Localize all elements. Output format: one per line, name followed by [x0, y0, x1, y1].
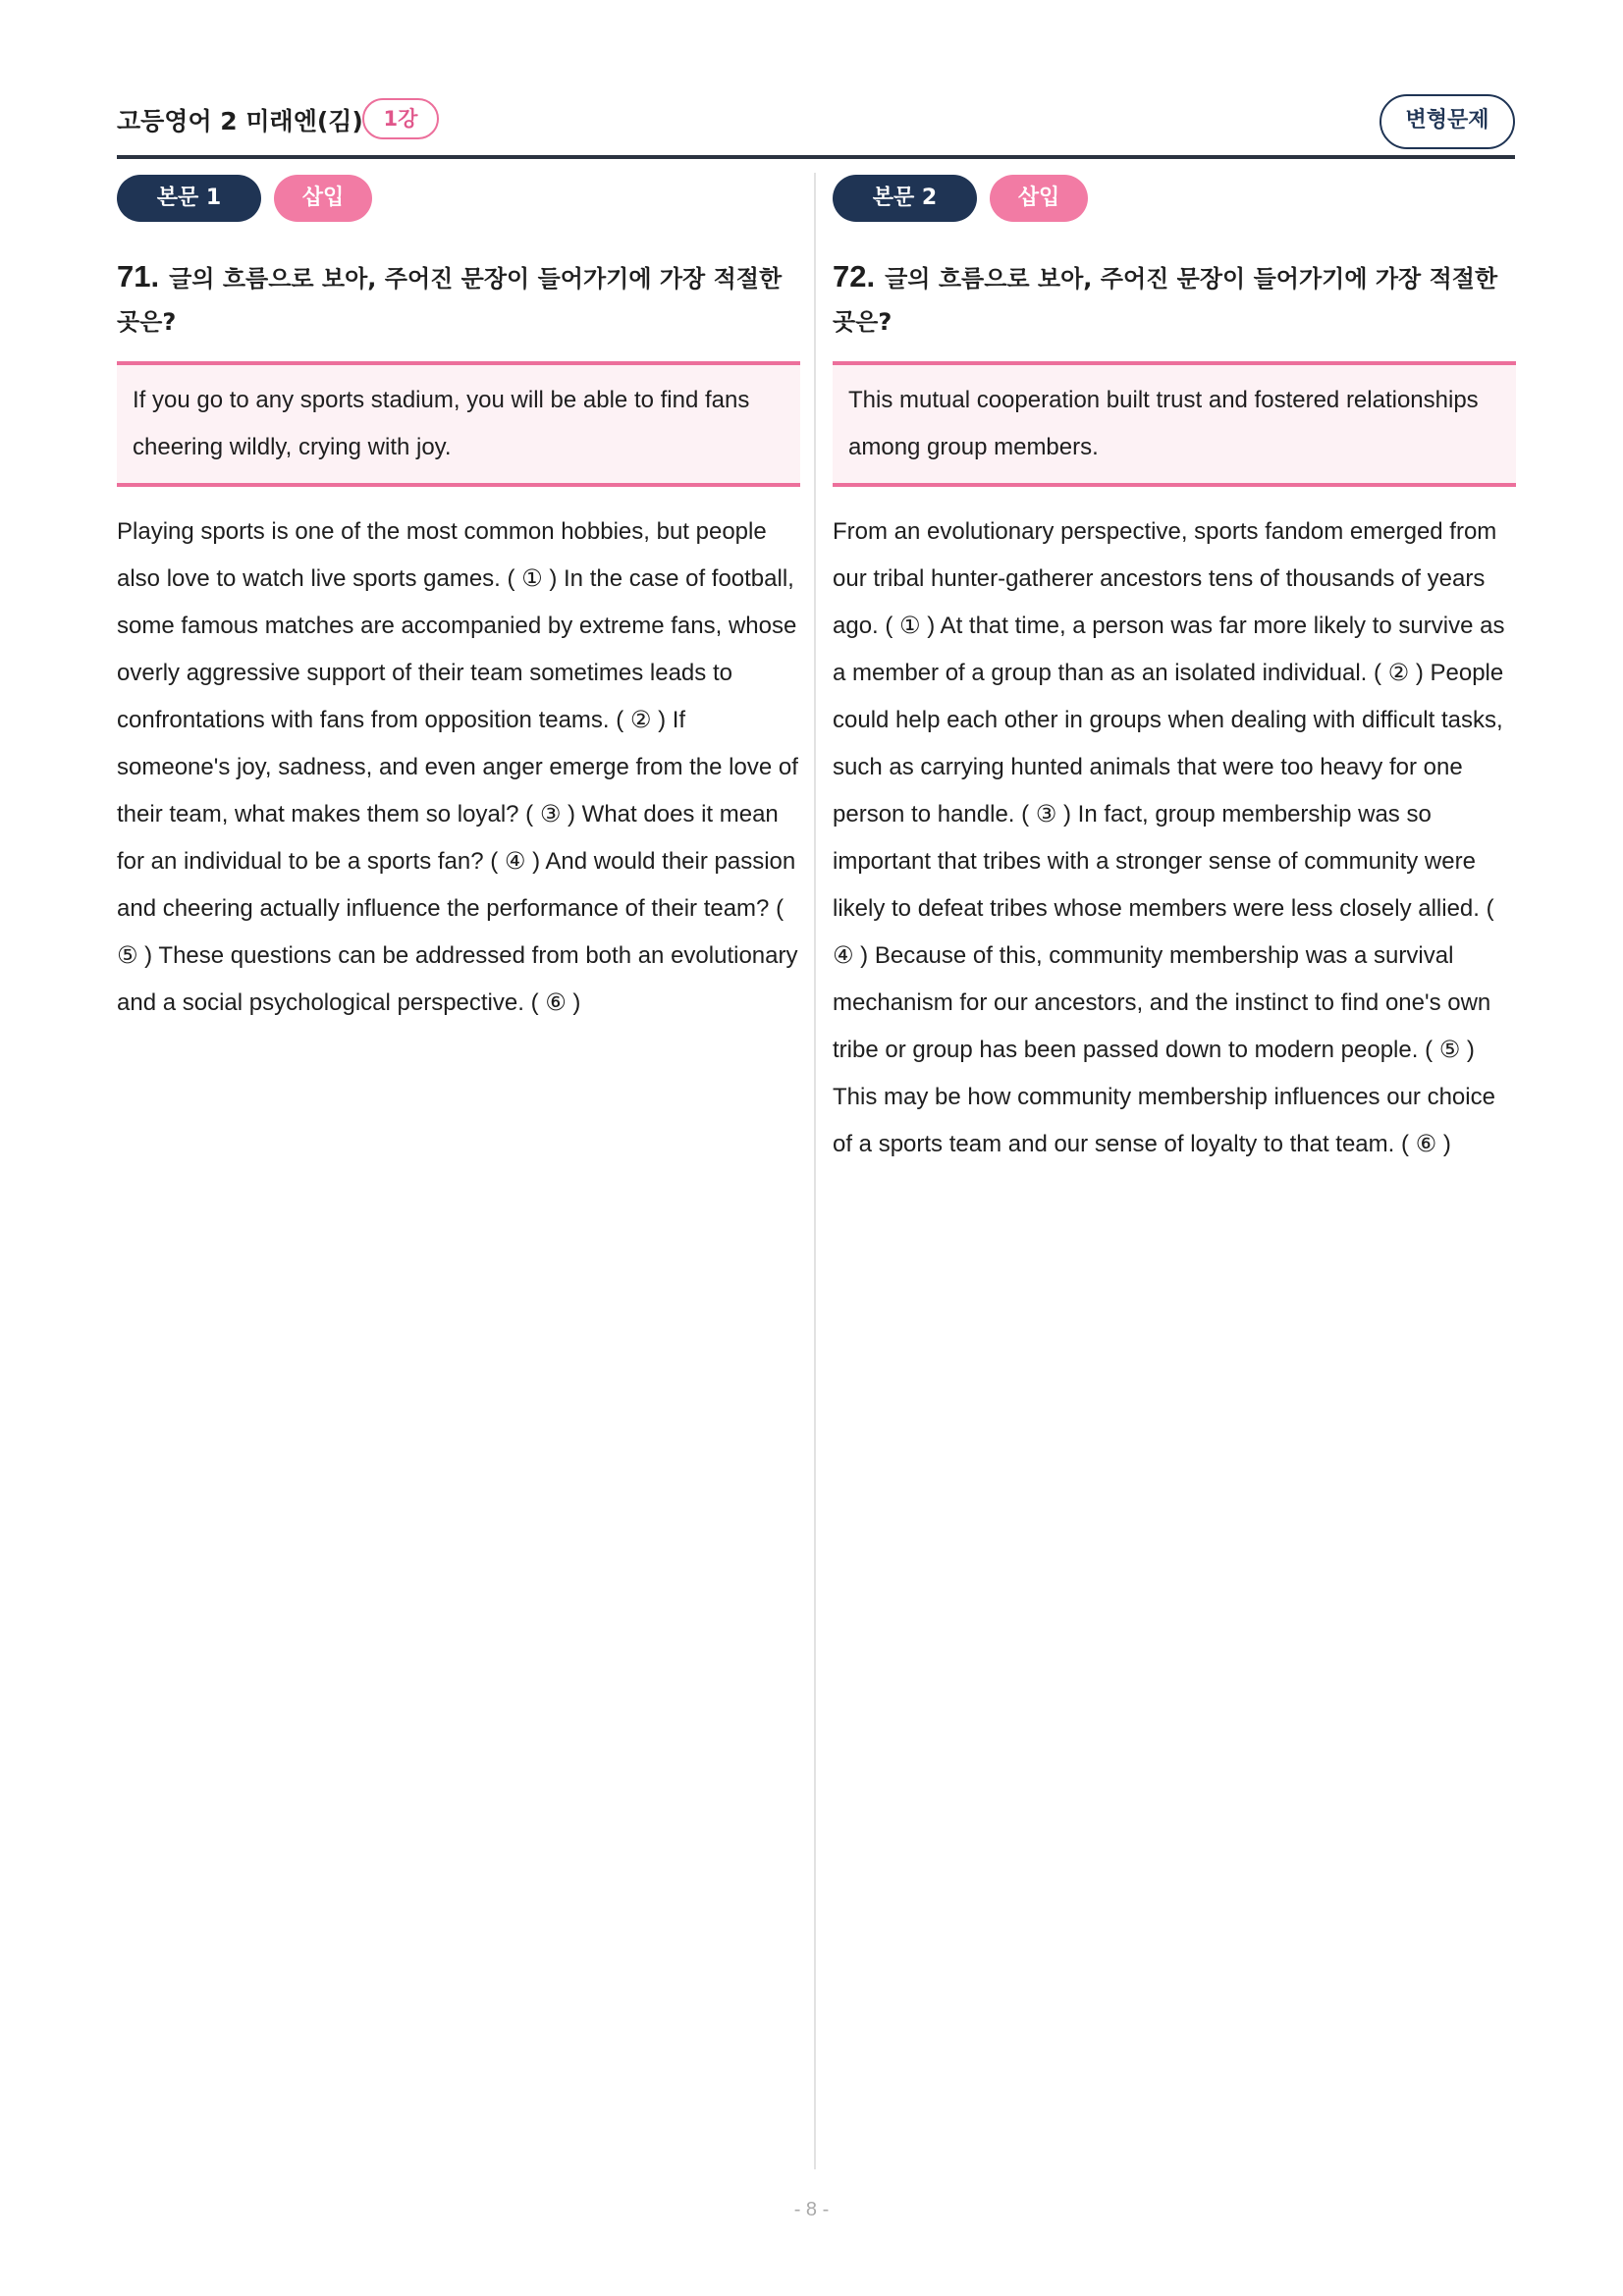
tag-row — [117, 175, 800, 222]
page-number: - 8 - — [793, 2199, 830, 2220]
type-tag: 삽입 — [990, 175, 1088, 222]
column-divider — [814, 173, 816, 2169]
lesson-badge: 1강 — [362, 98, 439, 139]
question-column-2 — [833, 175, 1516, 1168]
question-text: 글의 흐름으로 보아, 주어진 문장이 들어가기에 가장 적절한 곳은? — [117, 265, 783, 336]
question-number: 72. — [833, 259, 876, 294]
page-header — [117, 94, 1515, 157]
book-title: 고등영어 2 미래엔(김) — [117, 107, 363, 135]
passage-tag: 본문 1 — [117, 175, 261, 222]
question-column-1 — [117, 175, 800, 1027]
question-stem — [117, 255, 800, 344]
type-tag: 삽입 — [274, 175, 372, 222]
header-divider — [117, 155, 1515, 159]
question-text: 글의 흐름으로 보아, 주어진 문장이 들어가기에 가장 적절한 곳은? — [833, 265, 1498, 336]
given-sentence-box: This mutual cooperation built trust and fostered relationships among group members. — [833, 361, 1516, 487]
given-sentence-box: If you go to any sports stadium, you will be able to find fans cheering wildly, crying with joy. — [117, 361, 800, 487]
passage-text: From an evolutionary perspective, sports fandom emerged from our tribal hunter-gatherer ancestors tens of thousands of years ago. ( ① ) At that time, a person was far more likely to survive as a member of a group than as an isolated individual. ( ② ) People could help each other in groups when dealing with difficult tasks, such as carrying hunted animals that were too heavy for one person to handle. ( ③ ) In fact, group membership was so important that tribes with a stronger sense of community were likely to defeat tribes whose members were less closely allied. ( ④ ) Because of this, community membership was a survival mechanism for our ancestors, and the instinct to find one's own tribe or group has been passed down to modern people. ( ⑤ ) This may be how community membership influences our choice of a sports team and our sense of loyalty to that team. ( ⑥ ) — [833, 518, 1505, 1157]
question-number: 71. — [117, 259, 160, 294]
passage-tag: 본문 2 — [833, 175, 977, 222]
question-type-badge: 변형문제 — [1380, 94, 1515, 149]
question-stem — [833, 255, 1516, 344]
tag-row — [833, 175, 1516, 222]
passage-text: Playing sports is one of the most common hobbies, but people also love to watch live sports games. ( ① ) In the case of football, some famous matches are accompanied by extreme fans, whose overly aggressive support of their team sometimes leads to confrontations with fans from opposition teams. ( ② ) If someone's joy, sadness, and even anger emerge from the love of their team, what makes them so loyal? ( ③ ) What does it mean for an individual to be a sports fan? ( ④ ) And would their passion and cheering actually influence the performance of their team? ( ⑤ ) These questions can be addressed from both an evolutionary and a social psychological perspective. ( ⑥ ) — [117, 518, 798, 1016]
